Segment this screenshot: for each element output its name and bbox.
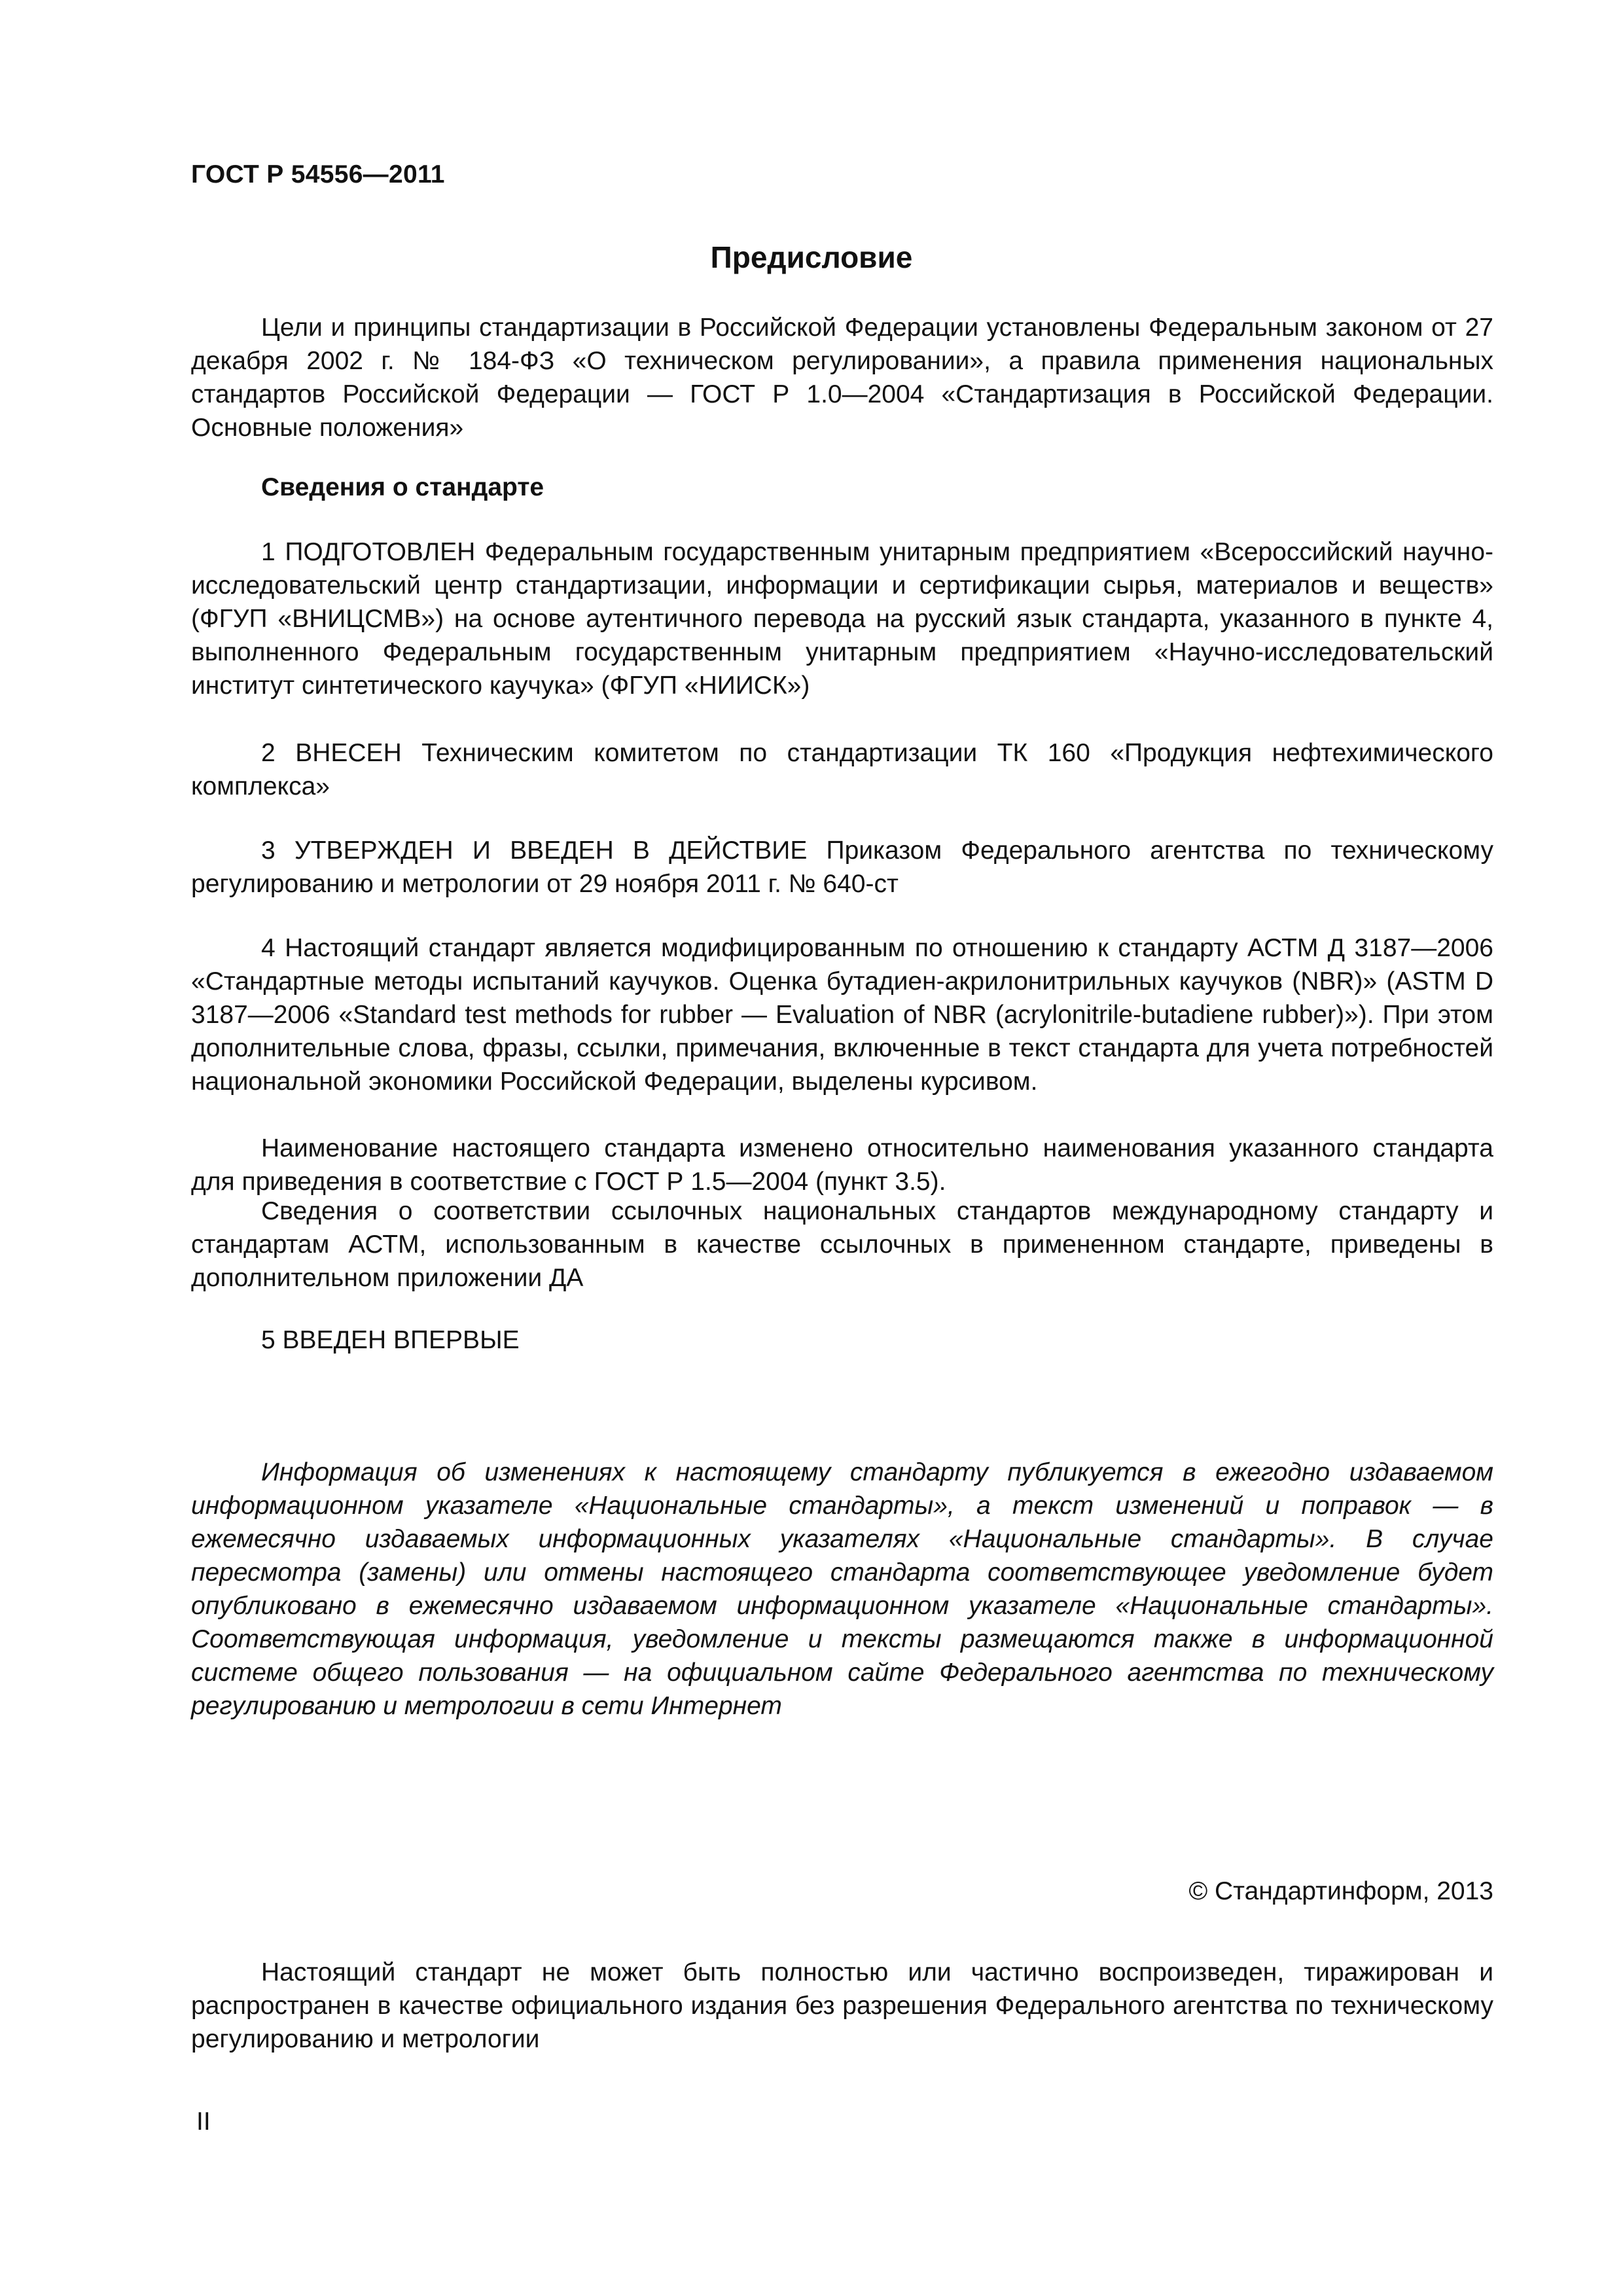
intro-paragraph: Цели и принципы стандартизации в Российской Федерации установлены Федеральным законом от 27 декабря 2002 г. № 184-ФЗ «О техническом регулировании», а правила применения национальных стандартов Российской Федерации — ГОСТ Р 1.0—2004 «Стандартизация в Российской Федерации. Основные положения» xyxy=(191,314,1493,442)
document-header-id: ГОСТ Р 54556—2011 xyxy=(191,160,445,188)
page-title: Предисловие xyxy=(710,240,913,274)
info-notice-paragraph: Информация об изменениях к настоящему стандарту публикуется в ежегодно издаваемом информационном указателе «Национальные стандарты», а текст изменений и поправок — в ежемесячно издаваемых информационных указателях «Национальные стандарты». В случае пересмотра (замены) или отмены настоящего стандарта соответствующее уведомление будет опубликовано в ежемесячно издаваемом информационном указателе «Национальные стандарты». Соответствующая информация, уведомление и тексты размещаются также в информационной системе общего пользования — на официальном сайте Федерального агентства по техническому регулированию и метрологии в сети Интернет xyxy=(191,1458,1493,1720)
item-4-name-note: Наименование настоящего стандарта изменено относительно наименования указанного стандарта для приведения в соответствие с ГОСТ Р 1.5—2004 (пункт 3.5). xyxy=(191,1134,1493,1196)
item-4-paragraph: 4 Настоящий стандарт является модифицированным по отношению к стандарту АСТМ Д 3187—2006 «Стандартные методы испытаний каучуков. Оценка бутадиен-акрилонитрильных каучуков (NBR)» (ASTM D 3187—2006 «Standard test methods for rubber — Evaluation of NBR (acrylonitrile-butadiene rubber)»). При этом дополнительные слова, фразы, ссылки, примечания, включенные в текст стандарта для учета потребностей национальной экономики Российской Федерации, выделены курсивом. xyxy=(191,934,1493,1096)
item-2-paragraph: 2 ВНЕСЕН Техническим комитетом по стандартизации ТК 160 «Продукция нефтехимического комплекса» xyxy=(191,739,1493,800)
item-5-paragraph: 5 ВВЕДЕН ВПЕРВЫЕ xyxy=(261,1326,520,1354)
item-4-references-note: Сведения о соответствии ссылочных национальных стандартов международному стандарту и стандартам АСТМ, использованным в качестве ссылочных в примененном стандарте, приведены в дополнительном приложении ДА xyxy=(191,1197,1493,1292)
copyright-line: © Стандартинформ, 2013 xyxy=(1188,1877,1493,1905)
reproduction-notice: Настоящий стандарт не может быть полностью или частично воспроизведен, тиражирован и распространен в качестве официального издания без разрешения Федерального агентства по техническому регулированию и метрологии xyxy=(191,1958,1493,2053)
item-3-paragraph: 3 УТВЕРЖДЕН И ВВЕДЕН В ДЕЙСТВИЕ Приказом Федерального агентства по техническому регулированию и метрологии от 29 ноября 2011 г. № 640-ст xyxy=(191,836,1493,898)
section-subheading: Сведения о стандарте xyxy=(261,473,544,501)
page-number: II xyxy=(196,2108,211,2136)
item-1-paragraph: 1 ПОДГОТОВЛЕН Федеральным государственным унитарным предприятием «Всероссийский научно-исследовательский центр стандартизации, информации и сертификации сырья, материалов и веществ» (ФГУП «ВНИЦСМВ») на основе аутентичного перевода на русский язык стандарта, указанного в пункте 4, выполненного Федеральным государственным унитарным предприятием «Научно-исследовательский институт синтетического каучука» (ФГУП «НИИСК») xyxy=(191,538,1493,700)
